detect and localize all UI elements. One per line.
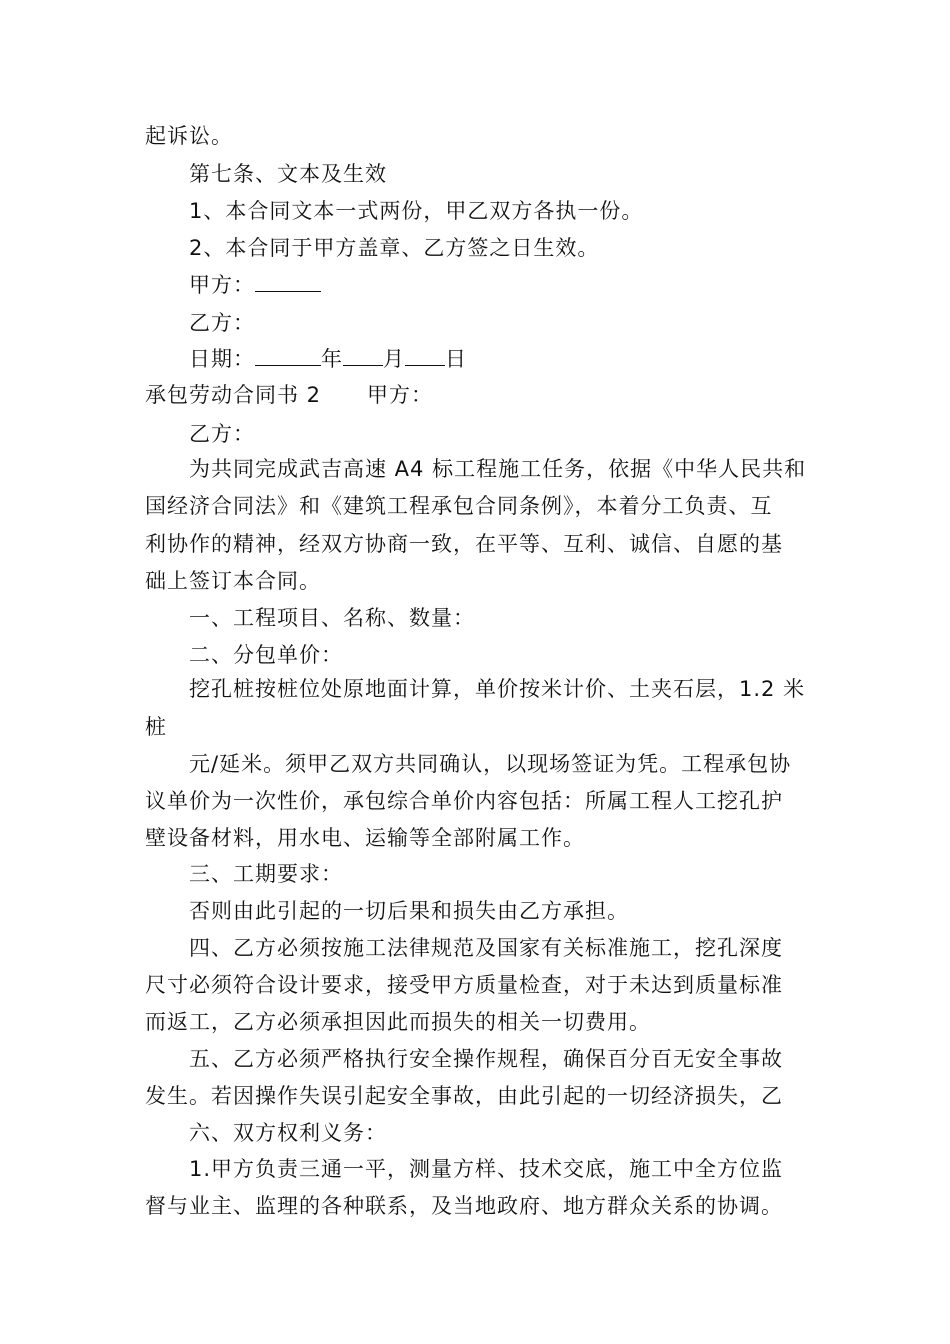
text-line: 而返工，乙方必须承担因此而损失的相关一切费用。 — [145, 1010, 651, 1034]
section-heading: 三、工期要求： — [189, 862, 343, 886]
text-line: 壁设备材料，用水电、运输等全部附属工作。 — [145, 826, 585, 850]
year-label: 年 — [321, 347, 343, 371]
date-label: 日期： — [189, 347, 255, 371]
text-line: 议单价为一次性价，承包综合单价内容包括：所属工程人工挖孔护 — [145, 789, 783, 813]
party-b-label: 乙方： — [189, 311, 255, 335]
text-line: 起诉讼。 — [145, 124, 233, 148]
party-a-label: 甲方： — [189, 273, 255, 297]
text-line: 1、本合同文本一式两份，甲乙双方各执一份。 — [189, 199, 644, 223]
blank-line — [255, 345, 321, 366]
blank-line — [343, 345, 383, 366]
date-line — [189, 345, 467, 373]
text-line: 元/延米。须甲乙双方共同确认，以现场签证为凭。工程承包协 — [189, 752, 792, 776]
party-a-signature-line — [189, 271, 321, 299]
month-label: 月 — [383, 347, 405, 371]
text-line: 否则由此引起的一切后果和损失由乙方承担。 — [189, 899, 629, 923]
text-line: 础上签订本合同。 — [145, 569, 321, 593]
section-heading: 第七条、文本及生效 — [189, 162, 387, 186]
text-line: 为共同完成武吉高速 A4 标工程施工任务，依据《中华人民共和 — [189, 457, 807, 481]
section-heading: 一、工程项目、名称、数量： — [189, 606, 475, 630]
text-line: 2、本合同于甲方盖章、乙方签之日生效。 — [189, 236, 600, 260]
text-line: 督与业主、监理的各种联系，及当地政府、地方群众关系的协调。 — [145, 1194, 783, 1218]
text-line: 桩 — [145, 715, 167, 739]
text-line: 1.甲方负责三通一平，测量方样、技术交底，施工中全方位监 — [189, 1157, 784, 1181]
text-line: 四、乙方必须按施工法律规范及国家有关标准施工，挖孔深度 — [189, 936, 783, 960]
text-line: 五、乙方必须严格执行安全操作规程，确保百分百无安全事故 — [189, 1047, 783, 1071]
blank-line — [405, 345, 445, 366]
day-label: 日 — [445, 347, 467, 371]
text-line: 发生。若因操作失误引起安全事故，由此引起的一切经济损失，乙 — [145, 1084, 783, 1108]
party-b-label: 乙方： — [189, 422, 255, 446]
text-line: 利协作的精神，经双方协商一致，在平等、互利、诚信、自愿的基 — [145, 532, 783, 556]
contract-title: 承包劳动合同书 2 — [145, 383, 322, 407]
text-line: 国经济合同法》和《建筑工程承包合同条例》，本着分工负责、互 — [145, 494, 773, 518]
section-heading: 二、分包单价： — [189, 643, 343, 667]
text-line: 挖孔桩按桩位处原地面计算，单价按米计价、土夹石层，1.2 米 — [189, 677, 806, 701]
text-line: 尺寸必须符合设计要求，接受甲方质量检查，对于未达到质量标准 — [145, 973, 783, 997]
section-heading: 六、双方权利义务： — [189, 1121, 387, 1145]
blank-line — [255, 271, 321, 292]
contract-title-line — [145, 381, 433, 409]
party-a-label: 甲方： — [367, 383, 434, 407]
